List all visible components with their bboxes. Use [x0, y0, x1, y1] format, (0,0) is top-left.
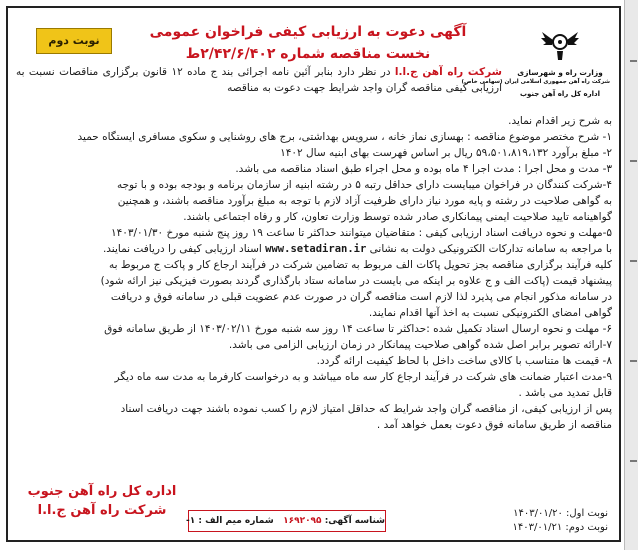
winged-wheel-icon: [540, 24, 580, 64]
closing-line-2: مناقصه از طریق سامانه فوق دعوت بعمل خواهد آمد .: [376, 419, 612, 431]
item-document-portal: [16, 241, 612, 257]
logo-company-text: شرکت راه آهن جمهوری اسلامی ایران (سهامی خاص): [461, 79, 610, 85]
intro-paragraph: [16, 64, 502, 96]
item-domestic-goods: ۸- قیمت ها متناسب با کالای ساخت داخل با لحاظ کیفیت ارائه گردد.: [316, 355, 612, 367]
second-notice-date: نوبت دوم: ۱۴۰۳/۰۱/۲۱: [512, 522, 608, 533]
item-duration: ۳- مدت و محل اجرا : مدت اجرا ۴ ماه بوده و محل اجراء طبق اسناد مناقصه می باشد.: [235, 163, 612, 175]
notice-id-value: ۱۶۹۲۰۹۵: [283, 516, 322, 526]
second-notice-badge: نوبت دوم: [36, 28, 112, 54]
tender-number-title: نخست مناقصه شماره ۲/۴۲/۶/۴۰۲ط: [185, 46, 431, 62]
process-line-3: در سامانه مذکور انجام می پذیرد لذا لازم است مناقصه گران در صورت عدم عضویت قبلی در سامانه فوق و دریافت: [110, 291, 612, 303]
item-certificate: ۷-ارائه تصویر برابر اصل شده گواهی صلاحیت پیمانکار در زمان ارزیابی الزامی می باشد.: [228, 339, 612, 351]
intro-company-name: شرکت راه آهن ج.ا.ا: [394, 66, 503, 78]
notice-header: [10, 10, 617, 112]
item-eligibility-cont-2: گواهینامه تایید صلاحیت ایمنی پیمانکاری صادر شده توسط وزارت تعاون، کار و رفاه اجتماعی باشند.: [183, 211, 612, 223]
logo-ministry-text: وزارت راه و شهرسازی: [517, 68, 603, 77]
notice-title: آگهی دعوت به ارزیابی کیفی فراخوان عمومی: [149, 24, 467, 40]
item-eligibility: ۴-شرکت کنندگان در فراخوان میبایست دارای حداقل رتبه ۵ در رشته ابنیه از سازمان برنامه و بودجه بوده و با توجه: [116, 179, 612, 191]
process-line-2: پیشنهاد قیمت (پاکت الف و ج علاوه بر اینکه می بایست در سامانه ستاد بارگذاری گردند بصورت فیزیکی نیز ارائه شود): [100, 275, 612, 287]
first-notice-date: نوبت اول: ۱۴۰۳/۰۱/۲۰: [513, 508, 608, 519]
issuer-company: شرکت راه آهن ج.ا.ا: [37, 503, 167, 518]
mim-alef-number: شماره میم الف : ۱-: [186, 516, 274, 526]
item-submission-deadline: ۶- مهلت و نحوه ارسال اسناد تکمیل شده :حداکثر تا ساعت ۱۴ روز سه شنبه مورخ ۱۴۰۳/۰۲/۱۱ از طریق سامانه فوق: [104, 323, 612, 335]
setad-website-link[interactable]: www.setadiran.ir: [265, 243, 367, 255]
issuer-department: اداره کل راه آهن جنوب: [27, 484, 177, 499]
intro-text: در نظر دارد بنابر آئین نامه اجرائی بند ج ماده ۱۲ قانون برگزاری مناقصات نسبت به ارزیابی کیفی مناقصه گران واجد شرایط جهت دعوت به مناقصه: [16, 66, 502, 94]
process-line-1: کلیه فرآیند برگزاری مناقصه بجز تحویل پاکات الف مربوط به تضامین شرکت در فرآیند ارجاع کار و پاکت ج مربوط به: [108, 259, 612, 271]
notice-id-label: شناسه آگهی:: [324, 516, 385, 526]
closing-line-1: پس از ارزیابی کیفی، از مناقصه گران واجد شرایط که حداقل امتیاز لازم را کسب نموده باشند جهت دریافت اسناد: [120, 403, 612, 415]
item-estimate: ۲- مبلغ برآورد ۵۹،۵۰۱،۸۱۹،۱۳۲ ریال بر اساس فهرست بهای ابنیه سال ۱۴۰۲: [280, 147, 612, 159]
page-edge-scrollbar: [624, 0, 638, 550]
item-guarantee-extension: قابل تمدید می باشد .: [518, 387, 612, 399]
item-subject: ۱- شرح مختصر موضوع مناقصه : بهسازی نماز خانه ، سرویس بهداشتی، برج های روشنایی و سکوی مسافری ایستگاه حمید: [77, 131, 612, 143]
logo-department-text: اداره کل راه آهن جنوب: [519, 90, 601, 98]
railway-logo: [461, 24, 610, 112]
body-line-1: به شرح زیر اقدام نماید.: [508, 115, 612, 127]
portal-text-before: با مراجعه به سامانه تدارکات الکترونیکی دولت به نشانی: [369, 243, 612, 255]
process-line-4: گواهی امضای الکترونیکی نسبت به اخذ آنها اقدام نمایند.: [368, 307, 612, 319]
item-document-deadline: ۵-مهلت و نحوه دریافت اسناد ارزیابی کیفی : متقاضیان میتوانند حداکثر تا ساعت ۱۹ روز پنج شنبه مورخ ۱۴۰۳/۰۱/۳۰: [110, 227, 612, 239]
item-guarantee-validity: ۹-مدت اعتبار ضمانت های شرکت در فرآیند ارجاع کار سه ماه میباشد و به درخواست کارفرما به مدت سه ماه دیگر: [114, 371, 612, 383]
portal-text-after: اسناد ارزیابی کیفی را دریافت نمایند.: [102, 243, 262, 255]
item-eligibility-cont-1: به گواهی صلاحیت در رشته و پایه مورد نیاز دارای ظرفیت آزاد لازم با توجه به مبلغ برآورد مناقصه باشند، و همچنین: [117, 195, 612, 207]
notice-id-box: [188, 510, 386, 532]
